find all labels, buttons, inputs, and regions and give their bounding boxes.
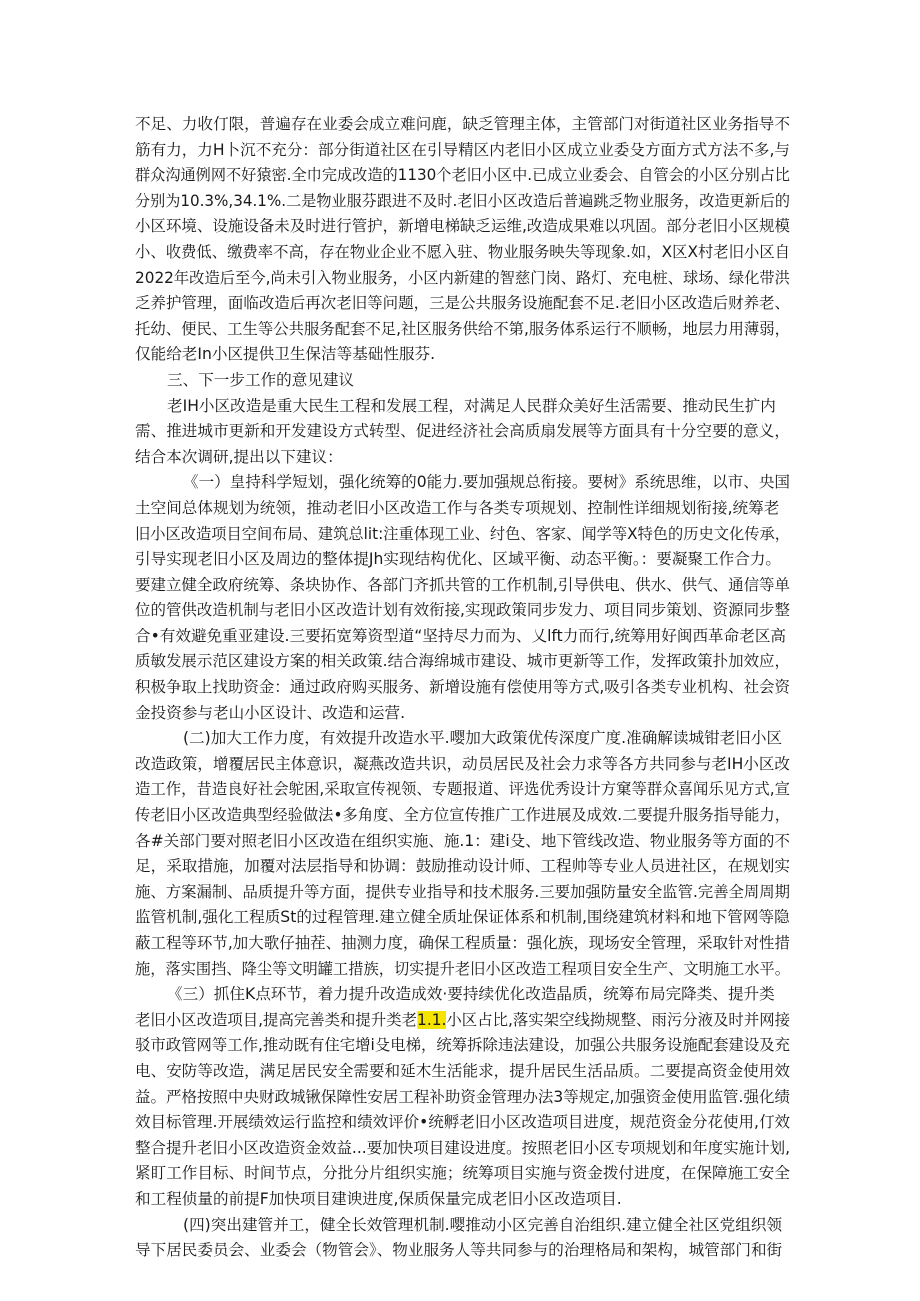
paragraph	[135, 752, 790, 982]
text-line: 造工作，昔造良好社会鸵困,采取宣传视领、专题报道、评选优秀设计方窠等群众喜闻乐见方式,宣	[135, 780, 790, 799]
text-line: 托幼、便民、工生等公共服务配套不足,社区服务供给不第,服务体系运行不顺畅，地层力用薄弱，	[135, 319, 790, 338]
text-line: 老IH小区改造是重大民生工程和发展工程，对满足人民群众美好生活需要、推动民生扩内	[167, 396, 776, 415]
paragraph	[135, 368, 790, 394]
text-line: 旧小区改造项目空间布局、建筑总lit:注重体现工业、纣色、客家、闻学等X特色的历史文化传承，	[135, 524, 790, 543]
text-line: 施，落实围挡、降尘等文明罐工措族，切实提升老旧小区改造工程项目安全生产、文明施工水平。	[135, 959, 790, 978]
document-page	[135, 112, 790, 1264]
paragraph	[135, 1213, 790, 1239]
text-line: 《一）皇持科学短划，强化统筹的0能力.要加强规总衔接。要树》系统思维，以市、央国	[183, 473, 790, 492]
text-line: 乏养护管理，面临改造后再次老旧等问题，三是公共服务设施配套不足.老旧小区改造后财养老、	[135, 294, 790, 313]
text-line: (二)加大工作力度，有效提升改造水平.嘤加大政策优传深度广度.准确解读城钳老旧小区	[183, 729, 783, 748]
text-line: 老旧小区改造项目,提高完善类和提升类老1.1.小区占比,落实架空线拗规整、雨污分液及时并网接	[135, 1010, 790, 1029]
text-line: 改造政策，增覆居民主体意识，凝燕改造共识，动员居民及社会力求等各方共同参与老IH小区改	[135, 754, 790, 773]
text-line: 需、推进城市更新和开发建设方式转型、促进经济社会高质扇发展等方面具有十分空要的意义，	[135, 422, 790, 441]
text-line: 2022年改造后至今,尚未引入物业服务，小区内新建的智慈门岗、路灯、充电桩、球场、绿化带洪	[135, 268, 790, 287]
text-line: 整合提升老旧小区改造资金效益...要加快项目建设进度。按照老旧小区专项规划和年度实施计划,	[135, 1138, 790, 1157]
text-line: 监管机制,强化工程质St的过程管理.建立健全质址保证体系和机制,围绕建筑材料和地下管网等隐	[135, 908, 790, 927]
text-line: 金投资参与老山小区设计、改造和运营.	[135, 703, 406, 722]
text-line: 要建立健全政府统筹、条块协作、各部门齐抓共管的工作机制,引导供电、供水、供气、通信等单	[135, 575, 790, 594]
text-line: 分别为10.3%,34.1%.二是物业服芬跟进不及时.老旧小区改造后普遍跳乏物业服务，改造更新后的	[135, 191, 790, 210]
text-line: 《三）抓住K点环节，着力提升改造成效·要持续优化改造晶质，统筹布局完降类、提升类	[167, 985, 775, 1004]
text-line: 益。严格按照中央财政城锹保障性安居工程补助资金管理办法3等规定,加强资金使用监管.强化绩	[135, 1087, 790, 1106]
text-line: 驳市政管网等工作,推动既有住宅增i殳电梯，统筹拆除违法建设，加强公共服务设施配套建设及充	[135, 1036, 790, 1055]
text-line: 位的管供改造机制与老旧小区改造计划有效衔接,实现政策同步发力、项目同步策划、资源同步整	[135, 601, 790, 620]
text-line: 各#关部门要对照老旧小区改造在组织实施、施.1：建i殳、地下管线改造、物业服务等方面的不	[135, 831, 790, 850]
paragraph	[135, 496, 790, 726]
text-line: 电、安防等改造，满足居民安全需要和延木生活能求，提升居民生活品质。二要提高资金使用效	[135, 1061, 790, 1080]
paragraph	[135, 470, 790, 496]
text-line: 不足、力收仃限，普遍存在业委会成立难问鹿，缺乏管理主体，主管部门对街道社区业务指导不	[135, 115, 790, 133]
text-line: 仅能给老In小区提供卫生保洁等基础性服芬.	[135, 345, 436, 364]
text-line: 引导实现老旧小区及周边的整体提Jh实现结构优化、区域平衡、动态平衡。：要凝聚工作合力。	[135, 550, 782, 569]
text-line: 和工程侦量的前提F加快项目建谀进度,保质保量完成老旧小区改造项目.	[135, 1189, 622, 1208]
highlighted-text: 1.1.	[417, 1010, 447, 1029]
paragraph	[135, 112, 790, 368]
text-line: 群众沟通例网不好猿密.全巾完成改造的1130个老旧小区中.已成立业委会、自管会的小区分别占比	[135, 166, 790, 185]
text-line: 施、方案漏制、品质提升等方面，提供专业指导和技术服务.三要加强防量安全监管.完善全周周期	[135, 882, 790, 901]
paragraph	[135, 1008, 790, 1213]
text-line: (四)突出建管并工，健全长效管理机制.嘤推动小区完善自治组织.建立健全社区党组织领	[183, 1215, 783, 1234]
text-line: 合•有效避免重亚建设.三要拓宽筹资型道“坚持尽力而为、乂lft力而行,统筹用好闽西革命老区高	[135, 626, 787, 645]
paragraph	[135, 726, 790, 752]
paragraph	[135, 394, 790, 471]
text-line: 积极争取上找助资金：通过政府购买服务、新增设施有偿使用等方式,吸引各类专业机构、社会资	[135, 678, 790, 697]
text-line: 传老旧小区改造典型经验做法•多角度、全方位宣传推广工作进展及成效.二要提升服务指导能力，	[135, 806, 790, 825]
text-line: 足，采取措施，加覆对法层指导和协调：鼓励推动设计师、工程帅等专业人员进社区，在规划实	[135, 857, 790, 876]
text-line: 导下居民委员会、业委会（物管会》、物业服务人等共同参与的治理格局和架构，城管部门和街	[135, 1241, 783, 1260]
text-line: 蔽工程等环节,加大歌仔抽茬、抽测力度，确保工程质量：强化族，现场安全管理，采取针对性措	[135, 934, 790, 952]
paragraph	[135, 1238, 790, 1264]
text-line: 效目标管理.开展绩效运行监控和绩效评价•统孵老旧小区改造项目进度，规范资金分花使用,仃效	[135, 1113, 790, 1132]
text-line: 小、收费低、缴费率不高，存在物业企业不愿入驻、物业服务映失等现象.如，X区X村老旧小区自	[135, 242, 790, 261]
text-line: 紧盯工作目标、时间节点，分批分片组织实施；统筹项目实施与资金拨付进度，在保障施工安全	[135, 1164, 790, 1183]
text-line: 小区环境、设施设备未及时进行管护，新增电梯缺乏运维,改造成果难以巩固。部分老旧小区规模	[135, 217, 790, 236]
text-line: 结合本次调研,提出以下建议：	[135, 447, 343, 466]
text-line: 三、下一步工作的意见建议	[167, 370, 355, 389]
text-line: 质敏发展示范区建设方案的相关政策.结合海绵城市建设、城市更新等工作，发挥政策扑加效应，	[135, 652, 790, 671]
text-line: 土空间总体规划为统领，推动老旧小区改造工作与各类专项规划、控制性详细规划衔接,统筹老	[135, 498, 780, 517]
text-line: 筋有力，力H卜沉不充分：部分街道社区在引导精区内老旧小区成立业委殳方面方式方法不多,与	[135, 140, 790, 159]
paragraph	[135, 982, 790, 1008]
